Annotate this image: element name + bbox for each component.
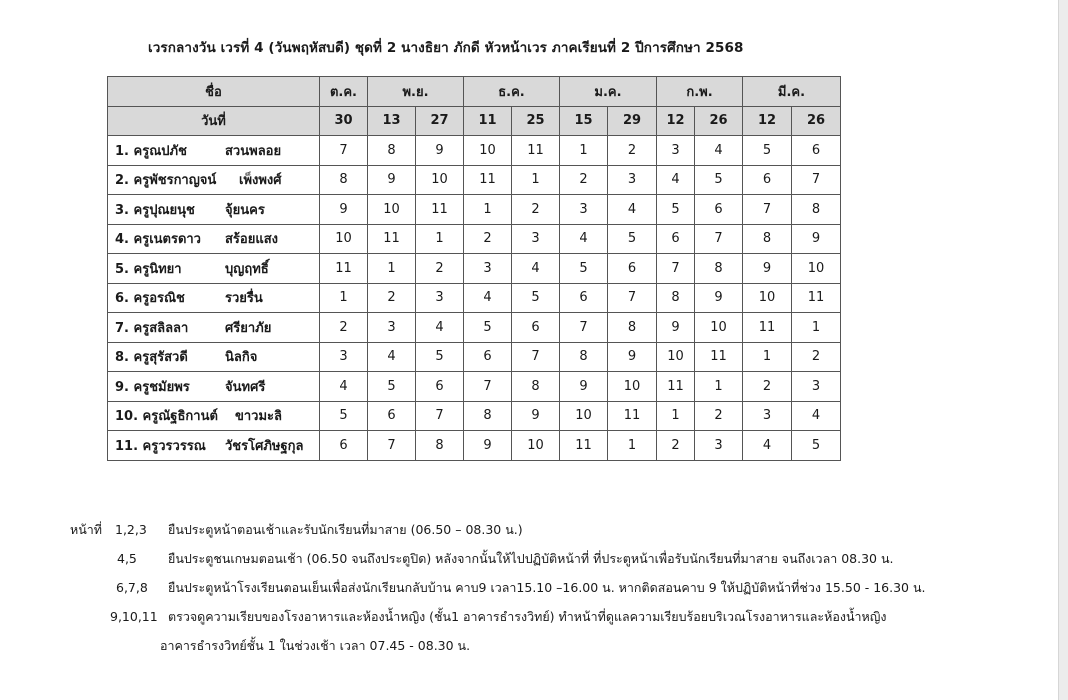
note-key: 9,10,11 — [110, 609, 158, 624]
notes-lead-label: หน้าที่ — [70, 522, 103, 537]
table-row — [108, 224, 841, 254]
date-header: 30 — [320, 106, 368, 136]
duty-order-cell: 3 — [657, 136, 695, 166]
table-row — [108, 254, 841, 284]
duty-schedule-table — [107, 76, 841, 461]
duty-order-cell: 8 — [560, 342, 608, 372]
duty-order-cell: 7 — [792, 165, 841, 195]
note-text: ยืนประตูหน้าโรงเรียนตอนเย็นเพื่อส่งนักเรียนกลับบ้าน คาบ9 เวลา15.10 –16.00 น. หากติดสอนคาบ 9 ให้ปฏิบัติหน้าที่ช่วง 15.50 - 16.30 น. — [168, 580, 926, 595]
duty-order-cell: 9 — [695, 283, 743, 313]
duty-order-cell: 7 — [560, 313, 608, 343]
duty-order-cell: 10 — [368, 195, 416, 225]
duty-order-cell: 8 — [695, 254, 743, 284]
duty-order-cell: 4 — [743, 431, 792, 461]
duty-order-cell: 7 — [695, 224, 743, 254]
duty-order-cell: 10 — [792, 254, 841, 284]
duty-order-cell: 2 — [560, 165, 608, 195]
duty-order-cell: 5 — [368, 372, 416, 402]
teacher-name-cell — [108, 136, 320, 166]
duty-order-cell: 2 — [743, 372, 792, 402]
teacher-name: 2. ครูพัชรกาญจน์ — [115, 173, 217, 189]
date-header: 11 — [464, 106, 512, 136]
duty-order-cell: 6 — [416, 372, 464, 402]
duty-order-cell: 2 — [368, 283, 416, 313]
duty-order-cell: 10 — [695, 313, 743, 343]
duty-order-cell: 1 — [608, 431, 657, 461]
note-continuation-text: อาคารธำรงวิทย์ชั้น 1 ในช่วงเช้า เวลา 07.45 - 08.30 น. — [160, 638, 471, 653]
duty-order-cell: 8 — [657, 283, 695, 313]
duty-order-cell: 4 — [695, 136, 743, 166]
note-item — [0, 515, 1050, 544]
duty-order-cell: 6 — [560, 283, 608, 313]
duty-order-cell: 9 — [743, 254, 792, 284]
duty-order-cell: 4 — [416, 313, 464, 343]
note-item — [0, 573, 1050, 602]
duty-order-cell: 3 — [560, 195, 608, 225]
teacher-surname: ขาวมะลิ — [235, 409, 283, 425]
duty-order-cell: 1 — [320, 283, 368, 313]
teacher-name-cell — [108, 401, 320, 431]
teacher-surname: นิลกิจ — [225, 350, 258, 366]
page-edge-strip — [1058, 0, 1068, 700]
duty-order-cell: 11 — [792, 283, 841, 313]
duty-order-cell: 10 — [743, 283, 792, 313]
duty-order-cell: 2 — [320, 313, 368, 343]
duty-order-cell: 1 — [416, 224, 464, 254]
duty-order-cell: 9 — [368, 165, 416, 195]
duty-order-cell: 7 — [608, 283, 657, 313]
teacher-name-cell — [108, 224, 320, 254]
page-title: เวรกลางวัน เวรที่ 4 (วันพฤหัสบดี) ชุดที่ 2 นางธิยา ภักดี หัวหน้าเวร ภาคเรียนที่ 2 ปีการศึกษา 2568 — [148, 40, 744, 56]
duty-order-cell: 8 — [368, 136, 416, 166]
duty-order-cell: 8 — [464, 401, 512, 431]
duty-order-cell: 3 — [416, 283, 464, 313]
note-item — [0, 602, 1050, 631]
note-continuation — [0, 631, 1050, 660]
note-key: 6,7,8 — [116, 580, 148, 595]
duty-order-cell: 8 — [608, 313, 657, 343]
duty-order-cell: 9 — [657, 313, 695, 343]
duty-order-cell: 11 — [320, 254, 368, 284]
date-column-header: วันที่ — [108, 106, 320, 136]
duty-order-cell: 6 — [608, 254, 657, 284]
date-header: 13 — [368, 106, 416, 136]
duty-order-cell: 9 — [464, 431, 512, 461]
duty-order-cell: 11 — [657, 372, 695, 402]
month-header: ก.พ. — [657, 77, 743, 107]
duty-order-cell: 2 — [512, 195, 560, 225]
duty-order-cell: 5 — [512, 283, 560, 313]
duty-order-cell: 2 — [657, 431, 695, 461]
duty-order-cell: 3 — [743, 401, 792, 431]
note-text: ยืนประตูหน้าตอนเช้าและรับนักเรียนที่มาสาย (06.50 – 08.30 น.) — [168, 522, 523, 537]
duty-order-cell: 3 — [608, 165, 657, 195]
table-row — [108, 372, 841, 402]
duty-order-cell: 7 — [512, 342, 560, 372]
date-header: 26 — [695, 106, 743, 136]
name-column-header: ชื่อ — [108, 77, 320, 107]
duty-order-cell: 4 — [560, 224, 608, 254]
duty-order-cell: 3 — [695, 431, 743, 461]
teacher-name: 4. ครูเนตรดาว — [115, 232, 201, 248]
duty-order-cell: 4 — [512, 254, 560, 284]
teacher-name-cell — [108, 195, 320, 225]
duty-order-cell: 1 — [368, 254, 416, 284]
duty-order-cell: 6 — [512, 313, 560, 343]
teacher-name: 11. ครูวรวรรณ — [115, 438, 206, 454]
duty-order-cell: 10 — [657, 342, 695, 372]
duty-order-cell: 9 — [416, 136, 464, 166]
teacher-name-cell — [108, 313, 320, 343]
duty-order-cell: 11 — [560, 431, 608, 461]
duty-order-cell: 8 — [416, 431, 464, 461]
duty-order-cell: 5 — [657, 195, 695, 225]
date-header: 27 — [416, 106, 464, 136]
teacher-name-cell — [108, 165, 320, 195]
duty-order-cell: 6 — [743, 165, 792, 195]
duty-order-cell: 6 — [464, 342, 512, 372]
duty-order-cell: 7 — [743, 195, 792, 225]
duty-order-cell: 7 — [368, 431, 416, 461]
table-row — [108, 313, 841, 343]
duty-order-cell: 6 — [657, 224, 695, 254]
duty-order-cell: 3 — [368, 313, 416, 343]
table-row — [108, 165, 841, 195]
teacher-name-cell — [108, 431, 320, 461]
date-header: 25 — [512, 106, 560, 136]
duty-order-cell: 6 — [368, 401, 416, 431]
teacher-name: 8. ครูสุรัสวดี — [115, 350, 188, 366]
table-row — [108, 195, 841, 225]
teacher-name-cell — [108, 342, 320, 372]
duty-order-cell: 1 — [560, 136, 608, 166]
teacher-name: 5. ครูนิทยา — [115, 261, 182, 277]
teacher-surname: จุ้ยนคร — [225, 202, 265, 218]
duty-order-cell: 1 — [695, 372, 743, 402]
month-header: ธ.ค. — [464, 77, 560, 107]
duty-order-cell: 8 — [792, 195, 841, 225]
date-header: 15 — [560, 106, 608, 136]
duty-order-cell: 3 — [512, 224, 560, 254]
duty-order-cell: 9 — [512, 401, 560, 431]
duty-order-cell: 2 — [792, 342, 841, 372]
duty-order-cell: 10 — [416, 165, 464, 195]
duty-order-cell: 9 — [608, 342, 657, 372]
table-row — [108, 283, 841, 313]
date-header: 12 — [743, 106, 792, 136]
duty-order-cell: 9 — [792, 224, 841, 254]
duty-order-cell: 5 — [560, 254, 608, 284]
duty-order-cell: 2 — [695, 401, 743, 431]
teacher-surname: สร้อยแสง — [225, 232, 279, 248]
table-row — [108, 431, 841, 461]
duty-order-cell: 3 — [464, 254, 512, 284]
duty-order-cell: 9 — [560, 372, 608, 402]
duty-order-cell: 10 — [560, 401, 608, 431]
duty-order-cell: 1 — [657, 401, 695, 431]
teacher-name-cell — [108, 283, 320, 313]
note-text: ยืนประตูชนเกษมตอนเช้า (06.50 จนถึงประตูปิด) หลังจากนั้นให้ไปปฏิบัติหน้าที่ ที่ประตูหน้าเพื่อรับนักเรียนที่มาสาย จนถึงเวลา 08.30 น. — [168, 551, 894, 566]
duty-order-cell: 1 — [464, 195, 512, 225]
duty-order-cell: 11 — [695, 342, 743, 372]
duty-order-cell: 4 — [464, 283, 512, 313]
duty-order-cell: 6 — [320, 431, 368, 461]
duty-order-cell: 7 — [416, 401, 464, 431]
duty-order-cell: 3 — [320, 342, 368, 372]
duty-order-cell: 4 — [368, 342, 416, 372]
duty-order-cell: 5 — [320, 401, 368, 431]
duty-order-cell: 10 — [512, 431, 560, 461]
duty-order-cell: 5 — [464, 313, 512, 343]
teacher-name: 7. ครูสลิลลา — [115, 320, 189, 336]
date-header: 29 — [608, 106, 657, 136]
teacher-name: 1. ครูณปภัช — [115, 143, 187, 159]
teacher-name: 10. ครูณัฐธิกานต์ — [115, 409, 218, 425]
duty-notes — [0, 515, 1050, 660]
table-body — [108, 136, 841, 461]
duty-order-cell: 4 — [320, 372, 368, 402]
duty-order-cell: 7 — [320, 136, 368, 166]
duty-order-cell: 7 — [657, 254, 695, 284]
teacher-surname: เพ็งพงศ์ — [239, 173, 282, 189]
month-header-row — [108, 77, 841, 107]
duty-order-cell: 11 — [464, 165, 512, 195]
duty-order-cell: 6 — [792, 136, 841, 166]
date-header: 12 — [657, 106, 695, 136]
duty-order-cell: 11 — [416, 195, 464, 225]
month-header: มี.ค. — [743, 77, 841, 107]
duty-order-cell: 1 — [743, 342, 792, 372]
teacher-name-cell — [108, 372, 320, 402]
duty-order-cell: 10 — [464, 136, 512, 166]
teacher-surname: รวยรื่น — [225, 291, 263, 307]
duty-order-cell: 2 — [416, 254, 464, 284]
duty-order-cell: 10 — [320, 224, 368, 254]
duty-order-cell: 2 — [464, 224, 512, 254]
table-row — [108, 342, 841, 372]
date-header-row — [108, 106, 841, 136]
table-row — [108, 136, 841, 166]
duty-order-cell: 10 — [608, 372, 657, 402]
duty-order-cell: 2 — [608, 136, 657, 166]
duty-order-cell: 1 — [792, 313, 841, 343]
duty-order-cell: 8 — [512, 372, 560, 402]
teacher-name: 3. ครูปุณยนุช — [115, 202, 195, 218]
duty-order-cell: 8 — [743, 224, 792, 254]
table-row — [108, 401, 841, 431]
note-item — [0, 544, 1050, 573]
duty-order-cell: 6 — [695, 195, 743, 225]
teacher-surname: วัชรโศภิษฐกุล — [225, 438, 304, 454]
duty-order-cell: 3 — [792, 372, 841, 402]
note-key: 1,2,3 — [115, 522, 147, 537]
date-header: 26 — [792, 106, 841, 136]
duty-order-cell: 11 — [743, 313, 792, 343]
teacher-surname: ศรียาภัย — [225, 320, 272, 336]
duty-order-cell: 11 — [608, 401, 657, 431]
duty-order-cell: 9 — [320, 195, 368, 225]
teacher-name: 6. ครูอรณิช — [115, 291, 185, 307]
month-header: ต.ค. — [320, 77, 368, 107]
note-text: ตรวจดูความเรียบของโรงอาหารและห้องน้ำหญิง (ชั้น1 อาคารธำรงวิทย์) ทำหน้าที่ดูแลความเรียบร้อยบริเวณโรงอาหารและห้องน้ำหญิง — [168, 609, 887, 624]
duty-order-cell: 5 — [608, 224, 657, 254]
teacher-surname: บุญฤทธิ์ — [225, 261, 269, 277]
month-header: ม.ค. — [560, 77, 657, 107]
duty-order-cell: 4 — [608, 195, 657, 225]
teacher-name: 9. ครูชมัยพร — [115, 379, 190, 395]
duty-order-cell: 5 — [416, 342, 464, 372]
duty-order-cell: 5 — [743, 136, 792, 166]
teacher-surname: สวนพลอย — [225, 143, 282, 159]
duty-order-cell: 4 — [792, 401, 841, 431]
note-key: 4,5 — [117, 551, 137, 566]
duty-order-cell: 11 — [512, 136, 560, 166]
duty-order-cell: 11 — [368, 224, 416, 254]
duty-order-cell: 5 — [695, 165, 743, 195]
duty-order-cell: 5 — [792, 431, 841, 461]
month-header: พ.ย. — [368, 77, 464, 107]
duty-order-cell: 1 — [512, 165, 560, 195]
duty-order-cell: 8 — [320, 165, 368, 195]
teacher-surname: จันทศรี — [225, 379, 266, 395]
teacher-name-cell — [108, 254, 320, 284]
duty-order-cell: 4 — [657, 165, 695, 195]
duty-order-cell: 7 — [464, 372, 512, 402]
